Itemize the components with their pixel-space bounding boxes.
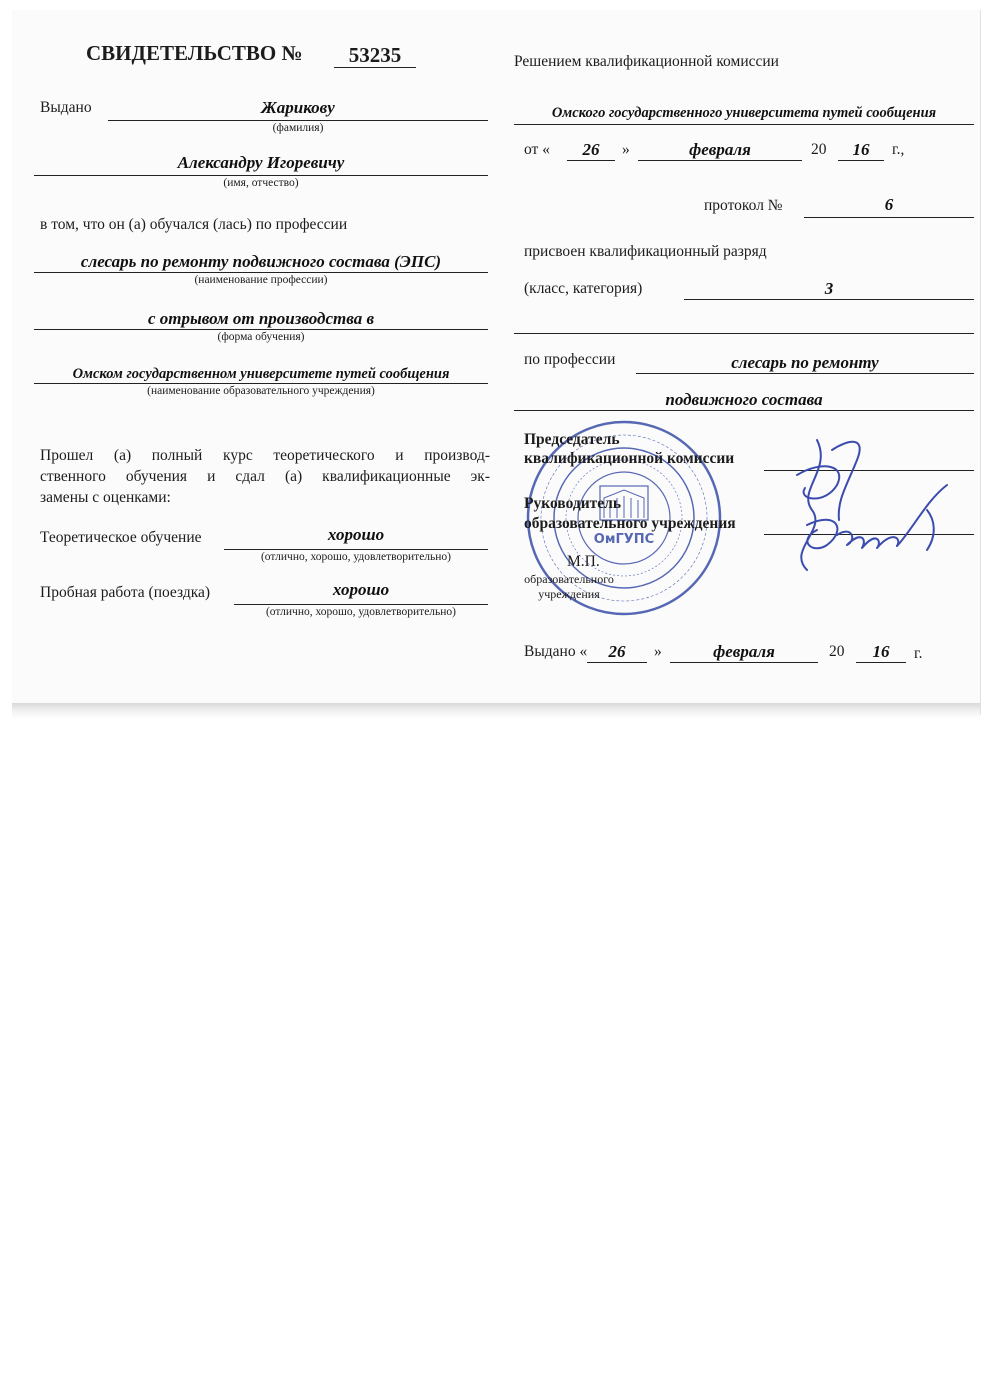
profession-underline: [34, 272, 488, 273]
from-label: от «: [524, 141, 550, 158]
date-year: 16: [852, 140, 870, 159]
surname-value: Жарикову: [261, 98, 335, 117]
issued-suffix: г.: [914, 645, 923, 662]
issued-year-underline: [856, 662, 906, 663]
trial-label: Пробная работа (поездка): [40, 584, 211, 601]
class-label: (класс, категория): [524, 280, 643, 297]
theory-underline: [224, 549, 488, 550]
issued-day-underline: [587, 662, 647, 663]
issued-month: февраля: [713, 642, 775, 661]
date-day-underline: [567, 160, 615, 161]
right-profession-line-2: подвижного состава: [665, 390, 823, 409]
certificate-sheet: [12, 10, 981, 715]
mp-caption-2: учреждения: [538, 587, 600, 601]
sheet-edge-shadow: [12, 703, 980, 719]
institution-underline: [34, 383, 488, 384]
right-profession-underline-1: [636, 373, 974, 374]
protocol-number: 6: [884, 195, 894, 214]
rank-value: 3: [824, 279, 834, 298]
form-value: с отрывом от производства в: [147, 309, 375, 328]
seal-center-text: ОмГУПС: [593, 532, 655, 547]
form-underline: [34, 329, 488, 330]
trial-underline: [234, 604, 488, 605]
institution-caption: (наименование образовательного учреждения): [147, 385, 375, 397]
date-year-underline: [838, 160, 884, 161]
date-year-suffix: г.,: [892, 141, 905, 158]
chairman-label-2: квалификационной комиссии: [524, 450, 735, 467]
mp-caption-1: образовательного: [524, 572, 614, 586]
profession-label: по профессии: [524, 351, 616, 368]
theory-grade-caption: (отлично, хорошо, удовлетворительно): [260, 551, 452, 563]
institution-value: Омском государственном университете путей сообщения: [72, 366, 450, 382]
course-line: замены с оценками:: [40, 489, 171, 506]
date-year-prefix: 20: [811, 141, 827, 158]
decision-label: Решением квалификационной комиссии: [514, 53, 779, 70]
issued-date-label: Выдано «: [524, 643, 588, 660]
date-month-underline: [638, 160, 802, 161]
rank-underline: [684, 299, 974, 300]
certificate-number: 53235: [348, 43, 402, 67]
form-caption: (форма обучения): [217, 331, 305, 343]
trial-grade: хорошо: [332, 580, 390, 599]
name-value: Александру Игоревичу: [177, 153, 345, 172]
studied-text: в том, что он (а) обучался (лась) по профессии: [40, 216, 348, 233]
date-quote-close: »: [622, 141, 630, 158]
head-label-1: Руководитель: [524, 495, 622, 512]
protocol-label: протокол №: [704, 197, 783, 214]
protocol-underline: [804, 217, 974, 218]
rank-label: присвоен квалификационный разряд: [524, 243, 767, 260]
rank-extra-underline: [514, 333, 974, 334]
issued-year: 16: [872, 642, 890, 661]
handwritten-signature: [777, 430, 957, 585]
chairman-label-1: Председатель: [524, 431, 620, 448]
theory-label: Теоретическое обучение: [40, 529, 202, 546]
head-label-2: образовательного учреждения: [524, 515, 736, 532]
issued-label: Выдано: [40, 99, 92, 116]
course-line: Прошел (а) полный курс теоретического и производ-: [40, 447, 490, 464]
commission-value: Омского государственного университета путей сообщения: [551, 105, 937, 121]
number-underline: [334, 67, 416, 68]
issued-year-prefix: 20: [829, 643, 845, 660]
trial-grade-caption: (отлично, хорошо, удовлетворительно): [265, 606, 457, 618]
name-underline: [34, 175, 488, 176]
date-month: февраля: [689, 140, 751, 159]
issued-quote-close: »: [654, 643, 662, 660]
date-day: 26: [582, 140, 600, 159]
course-paragraph: [40, 445, 490, 508]
certificate-title: СВИДЕТЕЛЬСТВО №: [86, 41, 303, 65]
mp-label: М.П.: [567, 553, 600, 570]
theory-grade: хорошо: [327, 525, 385, 544]
issued-day: 26: [608, 642, 626, 661]
right-profession-underline-2: [514, 410, 974, 411]
course-line: ственного обучения и сдал (а) квалификационные эк-: [40, 468, 490, 485]
name-caption: (имя, отчество): [223, 177, 299, 189]
surname-caption: (фамилия): [272, 122, 324, 134]
profession-value: слесарь по ремонту подвижного состава (ЭПС): [80, 252, 442, 271]
right-profession-line-1: слесарь по ремонту: [731, 353, 879, 372]
commission-underline: [514, 124, 974, 125]
issued-month-underline: [670, 662, 818, 663]
profession-caption: (наименование профессии): [194, 274, 328, 286]
surname-underline: [108, 120, 488, 121]
